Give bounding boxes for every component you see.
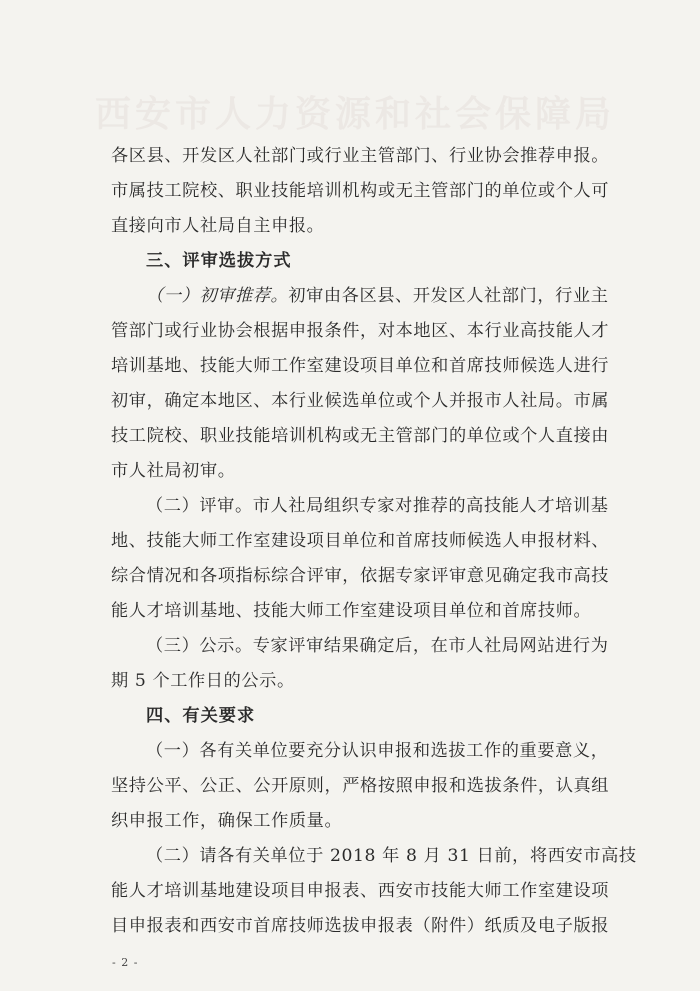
text-line: 地、技能大师工作室建设项目单位和首席技师候选人申报材料、 <box>111 531 610 551</box>
paragraph-first-line: （一）各有关单位要充分认识申报和选拔工作的重要意义， <box>146 741 609 761</box>
paragraph-first-line: （三）公示。专家评审结果确定后，在市人社局网站进行为 <box>146 636 609 656</box>
text-line: 技工院校、职业技能培训机构或无主管部门的单位或个人直接由 <box>111 426 610 446</box>
text-line: 目申报表和西安市首席技师选拔申报表（附件）纸质及电子版报 <box>111 916 610 936</box>
paragraph-text: 初审由各区县、开发区人社部门，行业主 <box>288 286 609 306</box>
text-line: 直接向市人社局自主申报。 <box>111 216 325 236</box>
text-line: 综合情况和各项指标综合评审，依据专家评审意见确定我市高技 <box>111 566 610 586</box>
text-line: 能人才培训基地建设项目申报表、西安市技能大师工作室建设项 <box>111 881 610 901</box>
text-line: 初审，确定本地区、本行业候选单位或个人并报市人社局。市属 <box>111 391 610 411</box>
text-line: 织申报工作，确保工作质量。 <box>111 811 343 831</box>
text-line: 培训基地、技能大师工作室建设项目单位和首席技师候选人进行 <box>111 356 610 376</box>
text-line: 能人才培训基地、技能大师工作室建设项目单位和首席技师。 <box>111 601 592 621</box>
page-number: - 2 - <box>112 956 139 969</box>
text-line: 市属技工院校、职业技能培训机构或无主管部门的单位或个人可 <box>111 181 610 201</box>
bleed-through-title: 西安市人力资源和社会保障局 <box>95 93 616 135</box>
text-line: 市人社局初审。 <box>111 461 236 481</box>
text-line: 坚持公平、公正、公开原则，严格按照申报和选拔条件，认真组 <box>111 776 610 796</box>
section-heading: 三、评审选拔方式 <box>146 251 292 271</box>
text-line: 管部门或行业协会根据申报条件，对本地区、本行业高技能人才 <box>111 321 610 341</box>
text-line: 期 5 个工作日的公示。 <box>111 671 295 691</box>
text-line: 各区县、开发区人社部门或行业主管部门、行业协会推荐申报。 <box>111 146 610 166</box>
paragraph-first-line: （二）评审。市人社局组织专家对推荐的高技能人才培训基 <box>146 496 609 516</box>
paragraph-first-line: （二）请各有关单位于 2018 年 8 月 31 日前，将西安市高技 <box>146 846 637 866</box>
paragraph-lead: （一）初审推荐。 <box>146 286 289 306</box>
section-heading: 四、有关要求 <box>146 706 256 726</box>
paragraph-first-line <box>146 284 609 308</box>
